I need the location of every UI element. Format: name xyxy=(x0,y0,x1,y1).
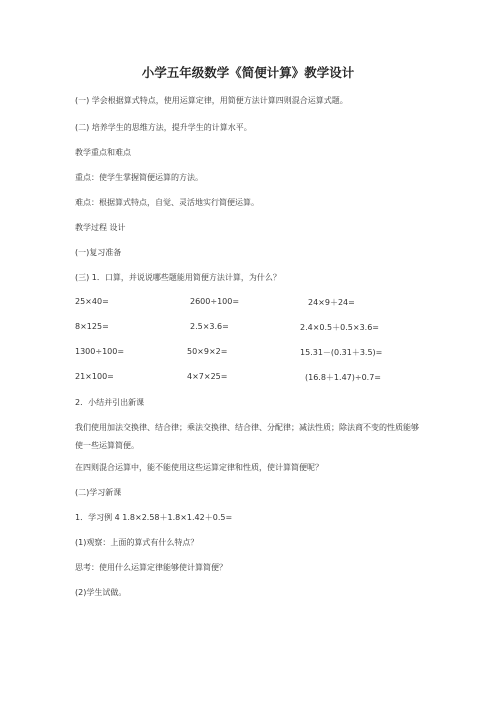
exercise-item: (16.8＋1.47)÷0.7= xyxy=(305,373,381,382)
exercise-item: 4×7×25= xyxy=(187,372,228,381)
objective-1: (一) 学会根据算式特点，使用运算定律，用简便方法计算四则混合运算式题。 xyxy=(75,96,348,105)
example-4: 1．学习例 4 1.8×2.58＋1.8×1.42＋0.5= xyxy=(75,513,233,522)
think-step: 思考：使用什么运算定律能够使计算简便？ xyxy=(75,563,227,572)
summary-subhead: 2．小结并引出新课 xyxy=(75,398,145,407)
key-points-heading: 教学重点和难点 xyxy=(75,148,131,157)
exercise-item: 50×9×2= xyxy=(187,347,228,356)
review-heading: (一)复习准备 xyxy=(75,248,122,257)
objective-2: (二) 培养学生的思维方法，提升学生的计算水平。 xyxy=(75,123,252,132)
exercise-item: 2600÷100= xyxy=(190,297,240,306)
exercise-item: 15.31－(0.31＋3.5)= xyxy=(300,348,383,357)
process-heading: 教学过程 设计 xyxy=(75,223,126,232)
exercise-item: 21×100= xyxy=(75,372,114,381)
oral-task: (三) 1．口算，并说说哪些题能用简便方法计算，为什么？ xyxy=(75,273,281,282)
exercise-item: 24×9＋24= xyxy=(308,298,355,307)
difficulty: 难点：根据算式特点，自觉、灵活地实行简便运算。 xyxy=(75,198,259,207)
exercise-item: 1300÷100= xyxy=(75,347,125,356)
summary-paragraph: 我们使用加法交换律、结合律；乘法交换律、结合律、分配律；减法性质；除法商不变的性质能够使一些运算简便。 xyxy=(75,423,419,450)
key-point: 重点：使学生掌握简便运算的方法。 xyxy=(75,173,203,182)
exercise-item: 2.5×3.6= xyxy=(190,322,229,331)
transition-question: 在四则混合运算中，能不能使用这些运算定律和性质，使计算简便呢？ xyxy=(75,463,323,472)
exercise-item: 8×125= xyxy=(75,322,109,331)
try-step: (2)学生试做。 xyxy=(75,588,127,597)
exercise-item: 25×40= xyxy=(75,297,109,306)
observe-step: (1)观察：上面的算式有什么特点？ xyxy=(75,538,199,547)
document-title: 小学五年级数学《简便计算》教学设计 xyxy=(141,65,355,80)
new-lesson-heading: (二)学习新课 xyxy=(75,488,122,497)
exercise-item: 2.4×0.5＋0.5×3.6= xyxy=(300,323,379,332)
